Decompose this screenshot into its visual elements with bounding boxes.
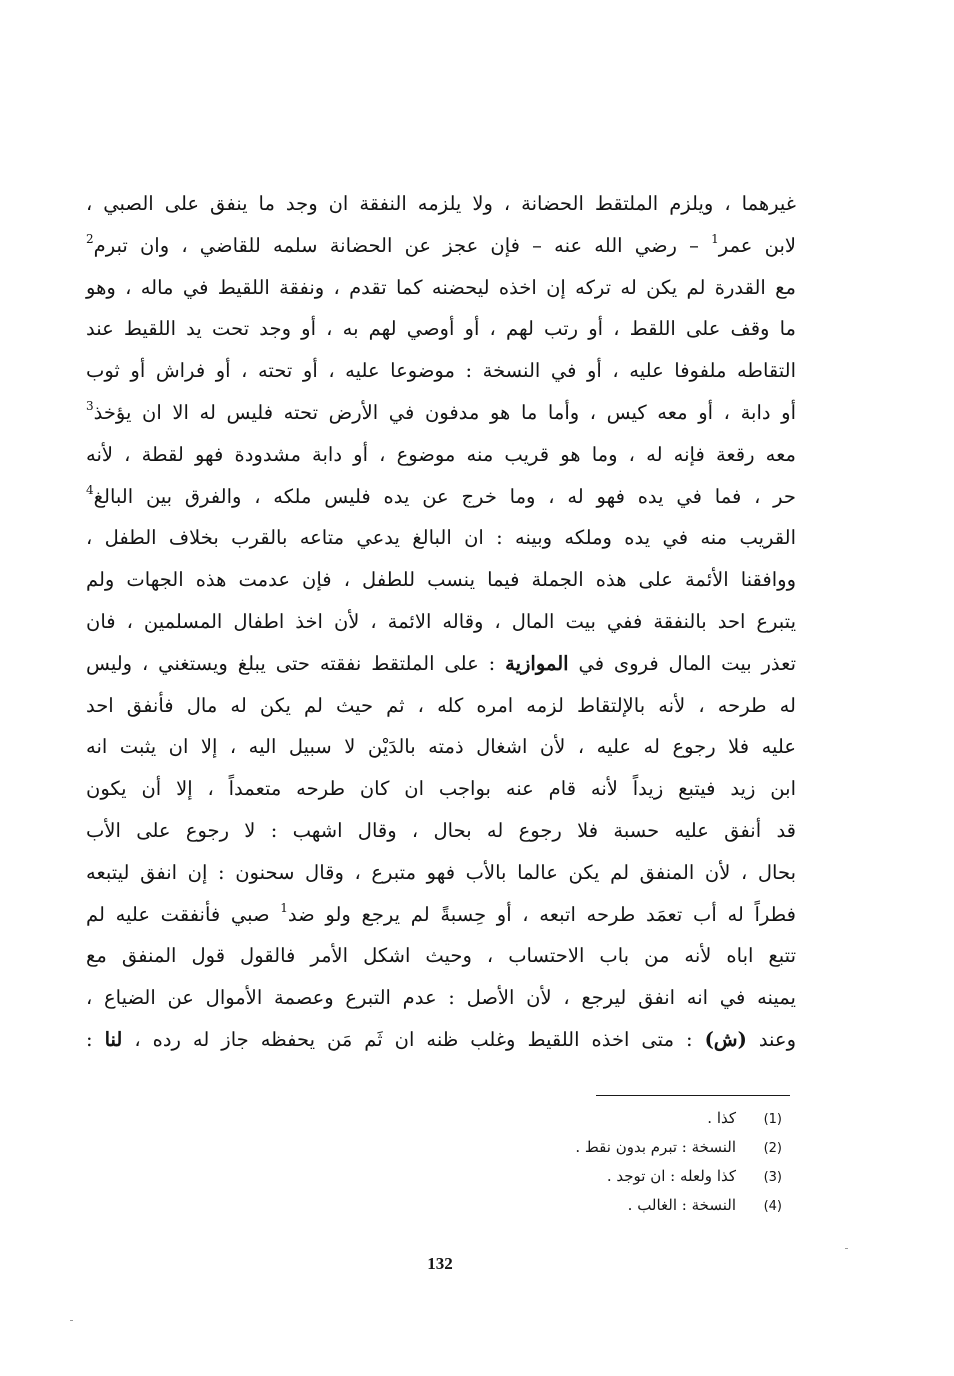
text-segment: يتبرع احد بالنفقة ففي بيت المال ، وقاله الائمة ، لأن اخذ اطفال المسلمين ، فان [86, 609, 796, 633]
text-line [86, 559, 796, 601]
text-segment: تعذر بيت المال فروى في [568, 651, 797, 675]
scan-speck [845, 1248, 848, 1249]
text-segment: حر ، فما في يده فهو له ، وما خرج عن يده فليس ملكه ، والفرق بين البالغ [93, 484, 796, 508]
main-text-block [86, 183, 796, 1061]
text-segment: غيرهما ، ويلزم الملتقط الحضانة ، ولا يلزمه النفقة ان وجد ما ينفق على الصبي ، [86, 192, 796, 215]
text-segment: الموازية [505, 651, 569, 675]
footnote-number: (1) [763, 1112, 782, 1127]
scan-speck [70, 1320, 73, 1321]
text-segment: : [86, 1027, 105, 1051]
footnote-text: النسخة : تبرم بدون نقط . [575, 1138, 736, 1156]
page-number: 132 [427, 1254, 453, 1273]
text-line [86, 1019, 796, 1061]
text-segment: يمينه في انه انفق ليرجع ، لأن الأصل : عدم التبرع وعصمة الأموال عن الضياع ، [86, 986, 796, 1010]
text-segment: القريب منه في يده وملكه وبينه : ان البالغ يدعي متاعه بالقرب بخلاف الطفل ، [86, 526, 796, 550]
text-segment: : متى اخذه اللقيط وغلب ظنه ان ثَم مَن يحفظه جاز له رده ، [122, 1027, 705, 1051]
text-line [86, 350, 796, 392]
footnote-marker: 3 [86, 398, 94, 413]
footnote-text: كذا . [707, 1109, 736, 1127]
text-segment: له طرحه ، لأنه بالإلتقاط لزمه امره كله ، ثم حيث لم يكن له مال فأنفق احد [86, 693, 796, 717]
text-segment: أو دابة ، أو معه كيس ، وأما ما هو مدفون في الأرض تحته فليس له الا ان يؤخذ [93, 400, 796, 424]
text-segment: لنا [104, 1027, 123, 1051]
footnote [422, 1104, 782, 1133]
text-segment: ابن زيد فيتبع زيداً لأنه قام عنه بواجب ان كان طرحه متعمداً ، إلا أن يكون [86, 777, 796, 801]
footnote-marker: 1 [711, 231, 719, 246]
text-segment: قد أنفق عليه حسبة فلا رجوع له بحال ، وقال اشهب : لا رجوع على الأب [86, 818, 796, 842]
text-segment: التقاطه ملفوفا عليه ، أو في النسخة : موضوعا عليه ، أو تحته ، أو فراش أو ثوب [86, 359, 796, 383]
text-segment: تتبع اباه لأنه من باب الاحتساب ، وحيث اشكل الأمر فالقول قول المنفق مع [86, 944, 796, 968]
footnote [422, 1162, 782, 1191]
text-line [86, 852, 796, 894]
text-line [86, 267, 796, 309]
text-line [86, 768, 796, 810]
footnote-marker: 2 [86, 231, 94, 246]
text-segment: بحال ، لأن المنفق لم يكن عالما بالأب فهو متبرع ، وقال سحنون : إن انفق ليتبعه [86, 860, 796, 884]
footnote-marker: 4 [86, 482, 94, 497]
footnote-marker: 1 [280, 900, 288, 915]
text-segment: – رضي الله عنه – فإن عجز عن الحضانة سلمه للقاضي ، وان تبرم [93, 233, 712, 257]
text-line [86, 685, 796, 727]
text-line [86, 434, 796, 476]
text-segment: فطراً له أب تعمَد طرحه اتبعه ، أو حِسبةً لم يرجع ولو ضد [287, 902, 796, 926]
text-line [86, 517, 796, 559]
text-line [86, 308, 796, 350]
text-segment: لابن عمر [718, 233, 796, 257]
text-segment: صبي فأنفقت عليه لم [86, 902, 281, 926]
text-line [86, 810, 796, 852]
text-line [86, 183, 796, 225]
footnote-text: النسخة : الغالب . [627, 1196, 736, 1214]
text-line [86, 225, 796, 267]
text-line [86, 476, 796, 518]
text-line [86, 977, 796, 1019]
text-segment: ووافقنا الأئمة على هذه الجملة فيما ينسب للطفل ، فإن عدمت هذه الجهات ولم [86, 568, 796, 592]
footnote-number: (2) [763, 1141, 782, 1156]
footnote-text: كذا ولعله : ان توجد . [606, 1167, 736, 1185]
footnote-number: (3) [763, 1170, 782, 1185]
text-line [86, 392, 796, 434]
text-segment: (ش) [704, 1027, 747, 1051]
text-line [86, 643, 796, 685]
footnote [422, 1133, 782, 1162]
text-segment: عليه فلا رجوع له عليه ، لأن اشغال ذمته بالدَيْن لا سبيل اليه ، إلا ان يثبت انه [86, 735, 796, 759]
footnote [422, 1191, 782, 1220]
text-segment: : على الملتقط نفقته حتى يبلغ ويستغني ، وليس [86, 651, 506, 675]
text-line [86, 935, 796, 977]
text-line [86, 726, 796, 768]
text-segment: معه رقعة فإنه له ، وما هو قريب منه موضوع ، أو دابة مشدودة فهو لقطة ، لأنه [86, 442, 796, 466]
text-segment: ما وقف على اللقط ، أو رتب لهم ، أو أوصي لهم به ، أو وجد تحت يد اللقيط عند [86, 317, 796, 341]
footnotes-block [422, 1104, 782, 1220]
text-segment: وعند [746, 1027, 796, 1051]
text-line [86, 601, 796, 643]
footnote-number: (4) [763, 1199, 782, 1214]
footnote-separator-rule [596, 1095, 790, 1096]
text-line [86, 894, 796, 936]
text-segment: مع القدرة لم يكن له تركه إن اخذه ليحضنه كما تقدم ، ونفقة اللقيط في ماله ، وهو [86, 275, 796, 299]
